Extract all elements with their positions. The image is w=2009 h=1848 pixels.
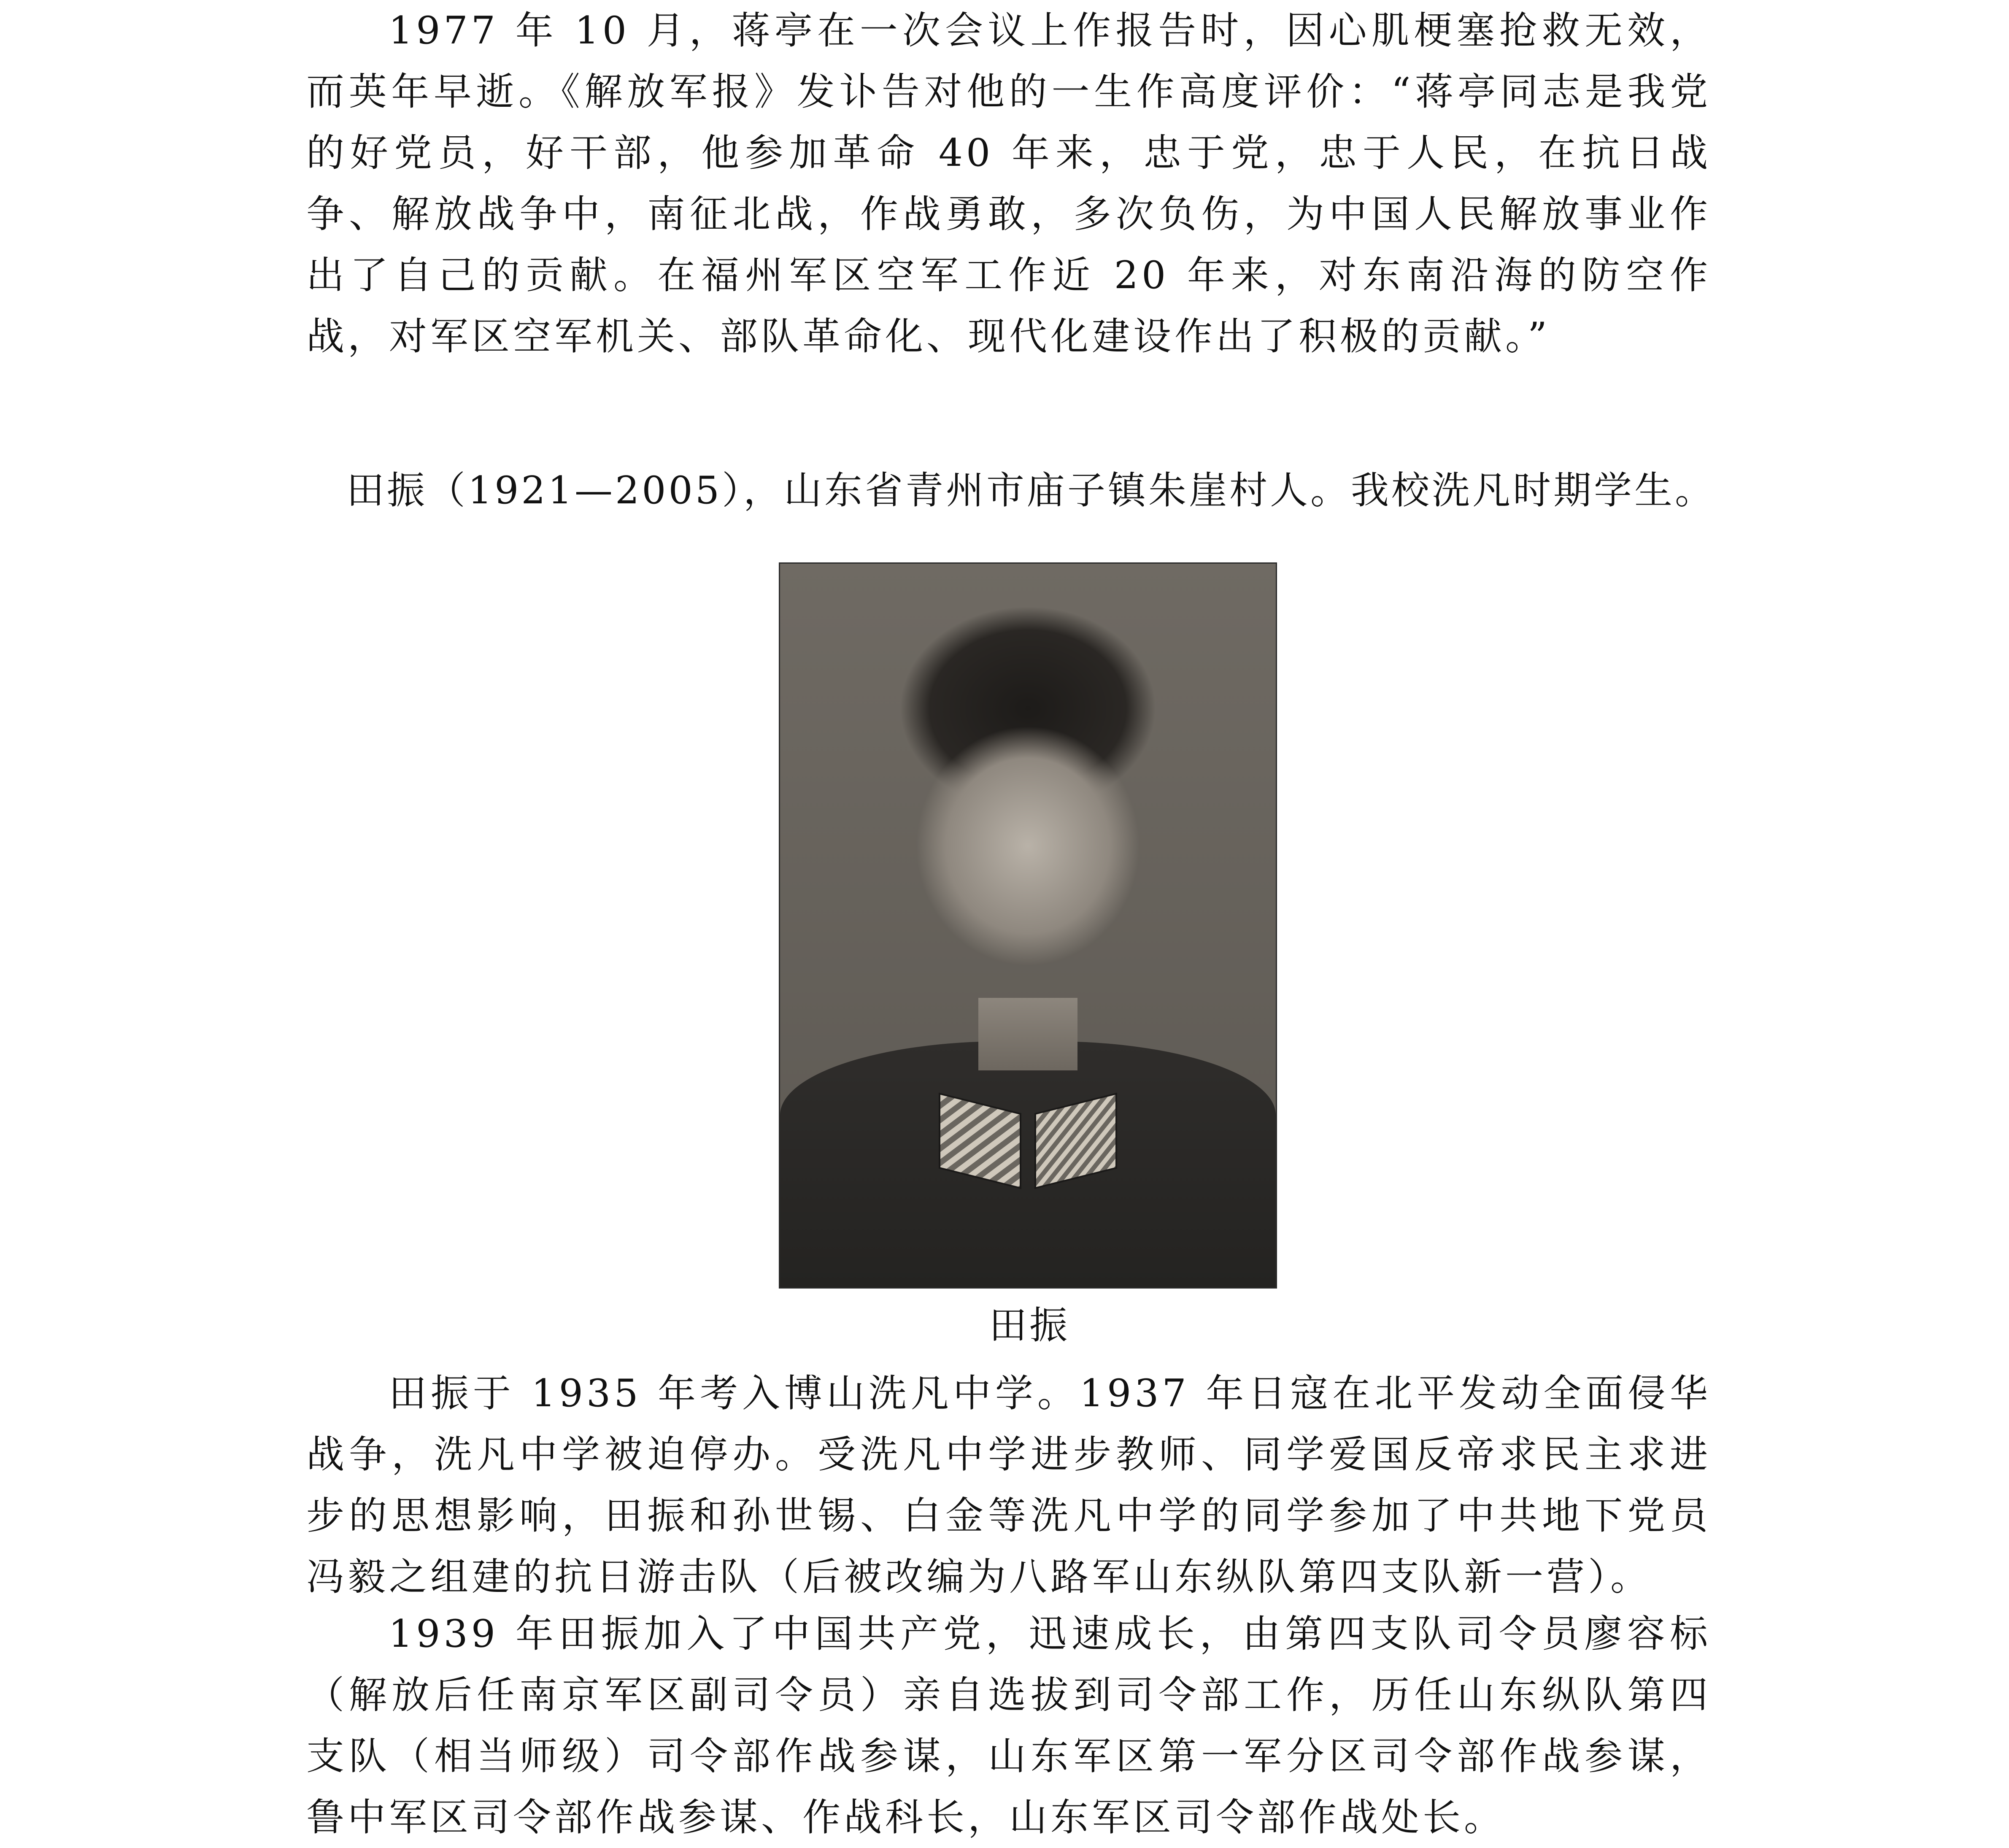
paragraph-jiang-ting-obituary: 1977 年 10 月，蒋亭在一次会议上作报告时，因心肌梗塞抢救无效，而英年早逝。《解放军报》发讣告对他的一生作高度评价：“蒋亭同志是我党的好党员，好干部，他参加革命 40 年来，忠于党，忠于人民，在抗日战争、解放战争中，南征北战，作战勇敢，多次负伤，为中国人民解放事业作出了自己的贡献。在福州军区空军工作近 20 年来，对东南沿海的防空作战，对军区空军机关、部队革命化、现代化建设作出了积极的贡献。” xyxy=(306,8,1711,359)
photo-caption: 田振 xyxy=(989,1303,1070,1348)
uniform-shape xyxy=(780,1041,1276,1287)
paragraph-tian-zhen-school: 田振于 1935 年考入博山洗凡中学。1937 年日寇在北平发动全面侵华战争，洗凡中学被迫停办。受洗凡中学进步教师、同学爱国反帝求民主求进步的思想影响，田振和孙世锡、白金等洗凡中学的同学参加了中共地下党员冯毅之组建的抗日游击队（后被改编为八路军山东纵队第四支队新一营）。 xyxy=(306,1371,1711,1599)
portrait-photo xyxy=(779,562,1277,1289)
paragraph-tian-zhen-intro: 田振（1921—2005），山东省青州市庙子镇朱崖村人。我校洗凡时期学生。 xyxy=(346,468,1715,513)
paragraph-tian-zhen-career: 1939 年田振加入了中国共产党，迅速成长，由第四支队司令员廖容标（解放后任南京军区副司令员）亲自选拔到司令部工作，历任山东纵队第四支队（相当师级）司令部作战参谋，山东军区第一军分区司令部作战参谋，鲁中军区司令部作战参谋、作战科长，山东军区司令部作战处长。 xyxy=(306,1612,1711,1840)
neck-shape xyxy=(978,998,1077,1070)
